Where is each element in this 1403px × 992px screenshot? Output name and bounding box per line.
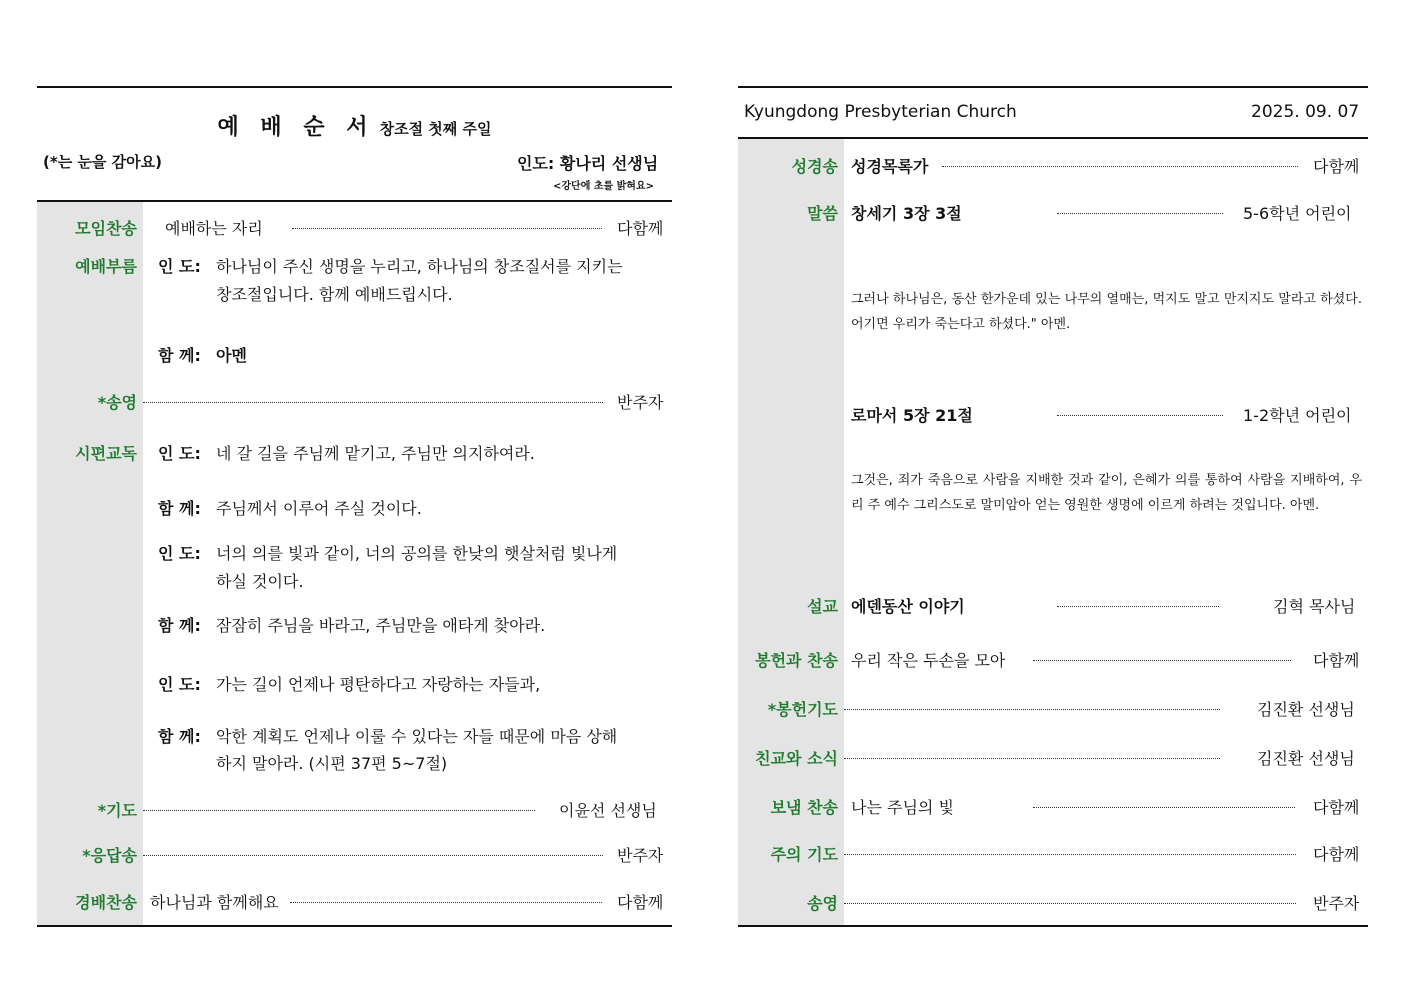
worship-hymn-who: 다함께 — [617, 893, 664, 912]
sermon-who: 김혁 목사님 — [1273, 597, 1356, 616]
psalm-text-6b: 하지 말아라. (시편 37편 5~7절) — [216, 754, 448, 773]
scripture-leader-1 — [1057, 213, 1223, 214]
psalm-text-5: 가는 길이 언제나 평탄하다고 자랑하는 자들과, — [216, 675, 541, 694]
bible-song-leader — [942, 166, 1298, 167]
psalm-line-6 — [158, 724, 617, 747]
left-top-rule — [37, 86, 672, 88]
scripture-reader-1: 5-6학년 어린이 — [1243, 204, 1352, 223]
sermon-title: 에덴동산 이야기 — [851, 597, 965, 616]
bible-song-title: 성경목록가 — [851, 157, 929, 176]
speaker-leader: 인 도: — [158, 257, 201, 276]
offering-prayer-who: 김진환 선생님 — [1257, 700, 1355, 719]
offering-prayer-label: *봉헌기도 — [767, 700, 838, 719]
scripture-ref-1: 창세기 3장 3절 — [851, 204, 962, 223]
psalm-text-3a: 너의 의를 빛과 같이, 너의 공의를 한낮의 햇살처럼 빛나게 — [216, 544, 618, 563]
speaker-all: 함 께: — [158, 727, 201, 746]
doxology-who: 반주자 — [617, 393, 664, 412]
psalm-line-4 — [158, 613, 545, 636]
speaker-leader: 인 도: — [158, 444, 201, 463]
call-leader-text-1: 하나님이 주신 생명을 누리고, 하나님의 창조질서를 지키는 — [216, 257, 623, 276]
psalm-text-3b: 하실 것이다. — [216, 572, 304, 591]
psalm-line-5 — [158, 672, 540, 695]
offering-hymn-title: 우리 작은 두손을 모아 — [851, 651, 1006, 670]
fellowship-leader — [844, 758, 1220, 759]
psalm-line-3 — [158, 541, 617, 564]
church-name: Kyungdong Presbyterian Church — [744, 102, 1017, 122]
eyes-note: (*는 눈을 감아요) — [43, 153, 162, 171]
sending-hymn-leader — [1033, 807, 1295, 808]
prayer-who: 이윤선 선생님 — [559, 801, 657, 820]
psalm-line-1 — [158, 441, 535, 464]
offering-hymn-label: 봉헌과 찬송 — [755, 651, 838, 670]
page-title — [37, 110, 672, 141]
sermon-label: 설교 — [807, 597, 838, 616]
prayer-label: *기도 — [97, 801, 137, 820]
scripture-reader-2: 1-2학년 어린이 — [1243, 406, 1352, 425]
call-leader-line — [158, 254, 623, 277]
doxology-label: *송영 — [97, 393, 137, 412]
bible-song-who: 다함께 — [1313, 157, 1360, 176]
sending-hymn-label: 보냄 찬송 — [770, 798, 838, 817]
scripture-text-2: 그것은, 죄가 죽음으로 사람을 지배한 것과 같이, 은혜가 의를 통하여 사람을 지배하여, 우리 주 예수 그리스도로 말미암아 얻는 영원한 생명에 이르게 하려는 것입니다. 아멘. — [851, 473, 1362, 513]
speaker-leader: 인 도: — [158, 544, 201, 563]
offering-hymn-who: 다함께 — [1313, 651, 1360, 670]
response-who: 반주자 — [617, 846, 664, 865]
scripture-text-1: 그러나 하나님은, 동산 한가운데 있는 나무의 열매는, 먹지도 말고 만지지도 말라고 하셨다. 어기면 우리가 죽는다고 하셨다." 아멘. — [851, 292, 1362, 332]
speaker-all: 함 께: — [158, 499, 201, 518]
word-label: 말씀 — [807, 204, 838, 223]
leader-label: 인도: 황나리 선생님 — [517, 154, 659, 173]
scripture-leader-2 — [1057, 415, 1223, 416]
closing-doxology-label: 송영 — [807, 894, 838, 913]
right-bottom-rule — [738, 925, 1368, 927]
response-leader — [143, 855, 603, 856]
left-bottom-rule — [37, 925, 672, 927]
doxology-leader — [143, 402, 603, 403]
lords-prayer-who: 다함께 — [1313, 845, 1360, 864]
gathering-hymn-who: 다함께 — [617, 219, 664, 238]
prayer-leader — [143, 810, 535, 811]
call-all-line — [158, 343, 247, 366]
lords-prayer-label: 주의 기도 — [770, 845, 838, 864]
closing-doxology-leader — [844, 903, 1296, 904]
speaker-all: 함 께: — [158, 346, 201, 365]
worship-hymn-label: 경배찬송 — [75, 893, 137, 912]
offering-prayer-leader — [844, 709, 1220, 710]
psalm-text-1: 네 갈 길을 주님께 맡기고, 주님만 의지하여라. — [216, 444, 535, 463]
bible-song-label: 성경송 — [791, 157, 838, 176]
sending-hymn-title: 나는 주님의 빛 — [851, 798, 954, 817]
fellowship-label: 친교와 소식 — [755, 749, 838, 768]
psalm-text-6a: 악한 계획도 언제나 이룰 수 있다는 자들 때문에 마음 상해 — [216, 727, 618, 746]
fellowship-who: 김진환 선생님 — [1257, 749, 1355, 768]
sermon-leader — [1057, 606, 1219, 607]
gathering-hymn-label: 모임찬송 — [75, 219, 137, 238]
gathering-hymn-title: 예배하는 자리 — [165, 219, 263, 238]
response-label: *응답송 — [82, 846, 137, 865]
gathering-hymn-leader — [292, 228, 602, 229]
closing-doxology-who: 반주자 — [1313, 894, 1360, 913]
speaker-all: 함 께: — [158, 616, 201, 635]
psalm-text-2: 주님께서 이루어 주실 것이다. — [216, 499, 422, 518]
psalm-line-2 — [158, 496, 422, 519]
call-leader-text-2: 창조절입니다. 함께 예배드립시다. — [216, 285, 453, 304]
offering-hymn-leader — [1033, 660, 1291, 661]
worship-hymn-leader — [290, 902, 602, 903]
candle-note: <강단에 초를 밝혀요> — [553, 181, 655, 192]
lords-prayer-leader — [844, 854, 1296, 855]
title-sub: 창조절 첫째 주일 — [379, 120, 492, 138]
service-date: 2025. 09. 07 — [1251, 102, 1360, 122]
speaker-leader: 인 도: — [158, 675, 201, 694]
call-all-text: 아멘 — [216, 346, 247, 365]
worship-hymn-title: 하나님과 함께해요 — [150, 893, 279, 912]
psalm-text-4: 잠잠히 주님을 바라고, 주님만을 애타게 찾아라. — [216, 616, 546, 635]
title-main: 예 배 순 서 — [217, 115, 375, 140]
right-top-rule — [738, 86, 1368, 88]
call-to-worship-label: 예배부름 — [75, 257, 137, 276]
sending-hymn-who: 다함께 — [1313, 798, 1360, 817]
scripture-ref-2: 로마서 5장 21절 — [851, 406, 973, 425]
psalm-reading-label: 시편교독 — [75, 444, 137, 463]
